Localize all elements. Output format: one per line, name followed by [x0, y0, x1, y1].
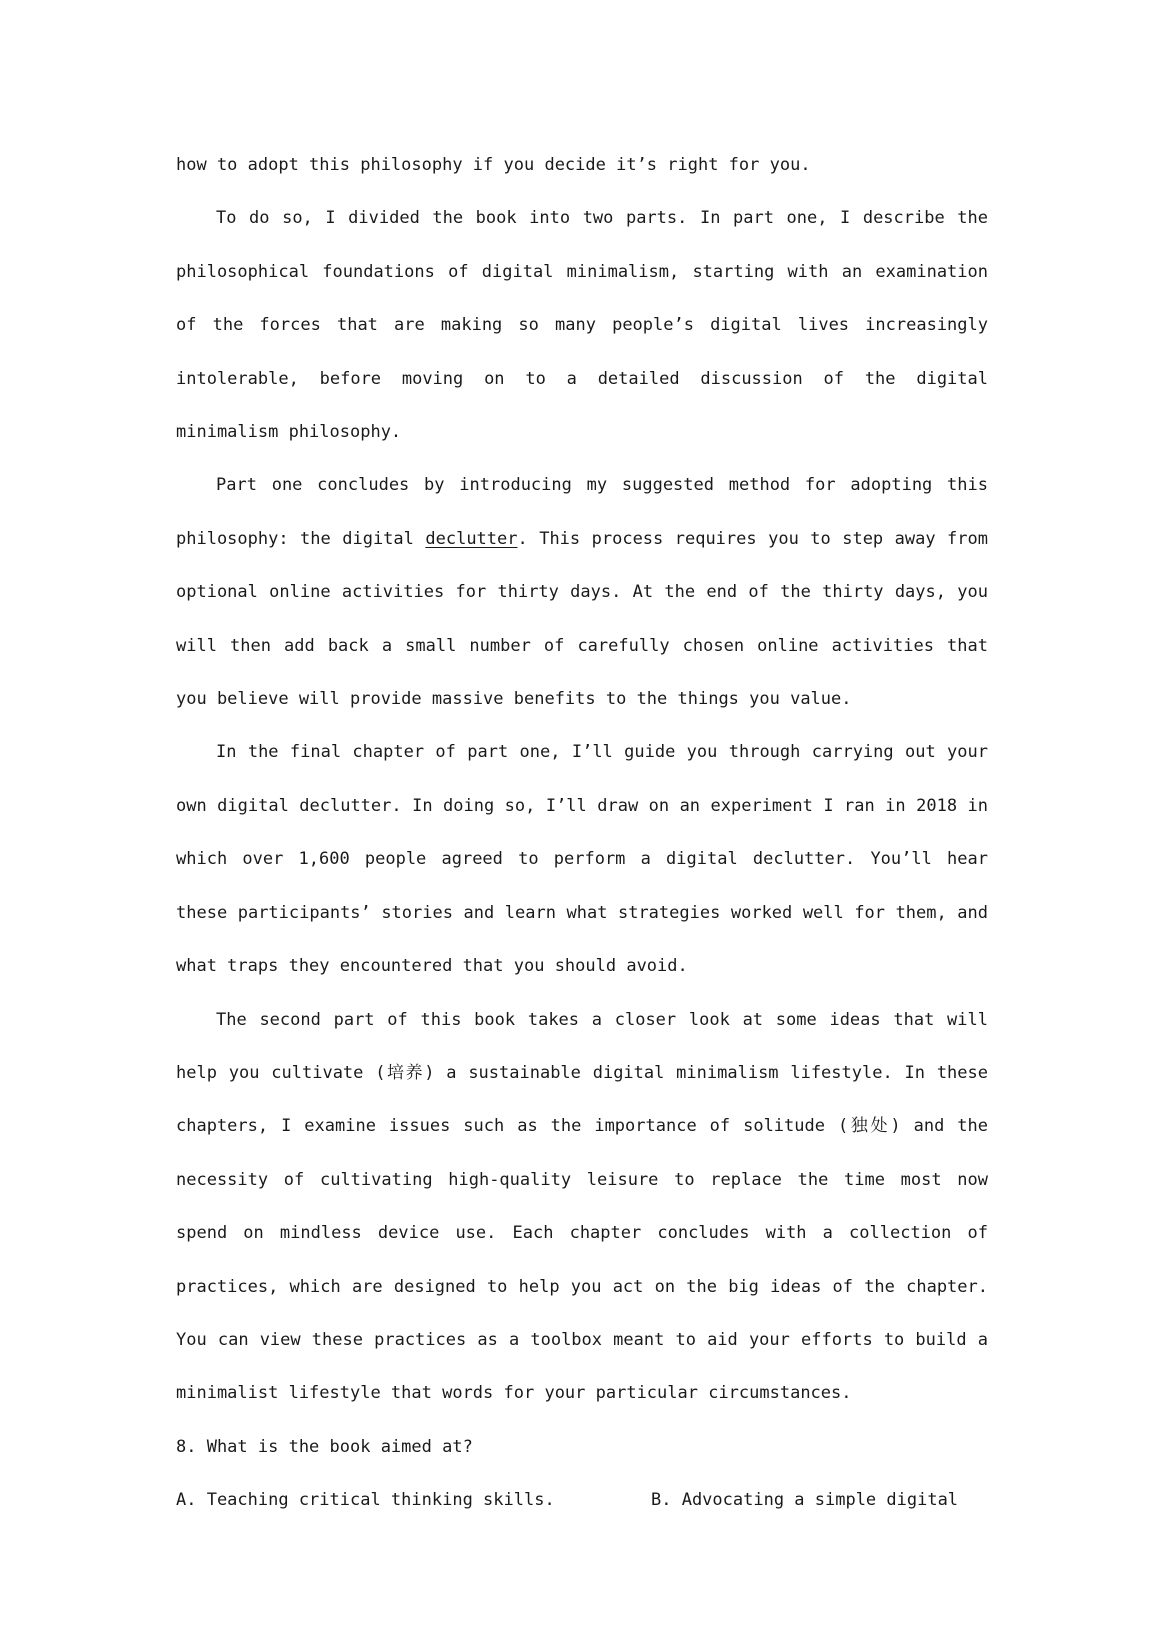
paragraph-final-chapter: In the final chapter of part one, I’ll guide you through carrying out your own digital declutter. In doing so, I’ll draw on an experiment I ran in 2018 in which over 1,600 people agreed to perform a digital declutter. You’ll hear these participants’ stories and learn what strategies worked well for them, and what traps they encountered that you should avoid.: [176, 742, 988, 977]
option-b: B. Advocating a simple digital: [651, 1490, 959, 1511]
answer-options: [176, 1474, 988, 1527]
question-stem: 8. What is the book aimed at?: [176, 1436, 473, 1457]
paragraph-part-two: The second part of this book takes a closer look at some ideas that will help you cultivate (培养) a sustainable digital minimalism lifestyle. In these chapters, I examine issues such as the importance of solitude (独处) and the necessity of cultivating high-quality leisure to replace the time most now spend on mindless device use. Each chapter concludes with a collection of practices, which are designed to help you act on the big ideas of the chapter. You can view these practices as a toolbox meant to aid your efforts to build a minimalist lifestyle that words for your particular circumstances.: [176, 1009, 988, 1404]
paragraph-digital-declutter: [176, 459, 988, 726]
paragraph-continuation: how to adopt this philosophy if you decide it’s right for you.: [176, 155, 811, 175]
paragraph-text-after: . This process requires you to step away from optional online activities for thirty days. At the end of the thirty days, you will then add back a small number of carefully chosen online activities that you believe will provide massive benefits to the things you value.: [176, 528, 989, 710]
paragraph-text-before: Part one concludes by introducing my suggested method for adopting this philosophy: the digital: [176, 475, 988, 549]
underlined-word: declutter: [425, 528, 518, 549]
paragraph-book-parts: To do so, I divided the book into two parts. In part one, I describe the philosophical foundations of digital minimalism, starting with an examination of the forces that are making so many people’s digital lives increasingly intolerable, before moving on to a detailed discussion of the digital minimalism philosophy.: [176, 208, 988, 443]
passage-body: [176, 139, 988, 1528]
option-a: A. Teaching critical thinking skills.: [176, 1490, 555, 1511]
